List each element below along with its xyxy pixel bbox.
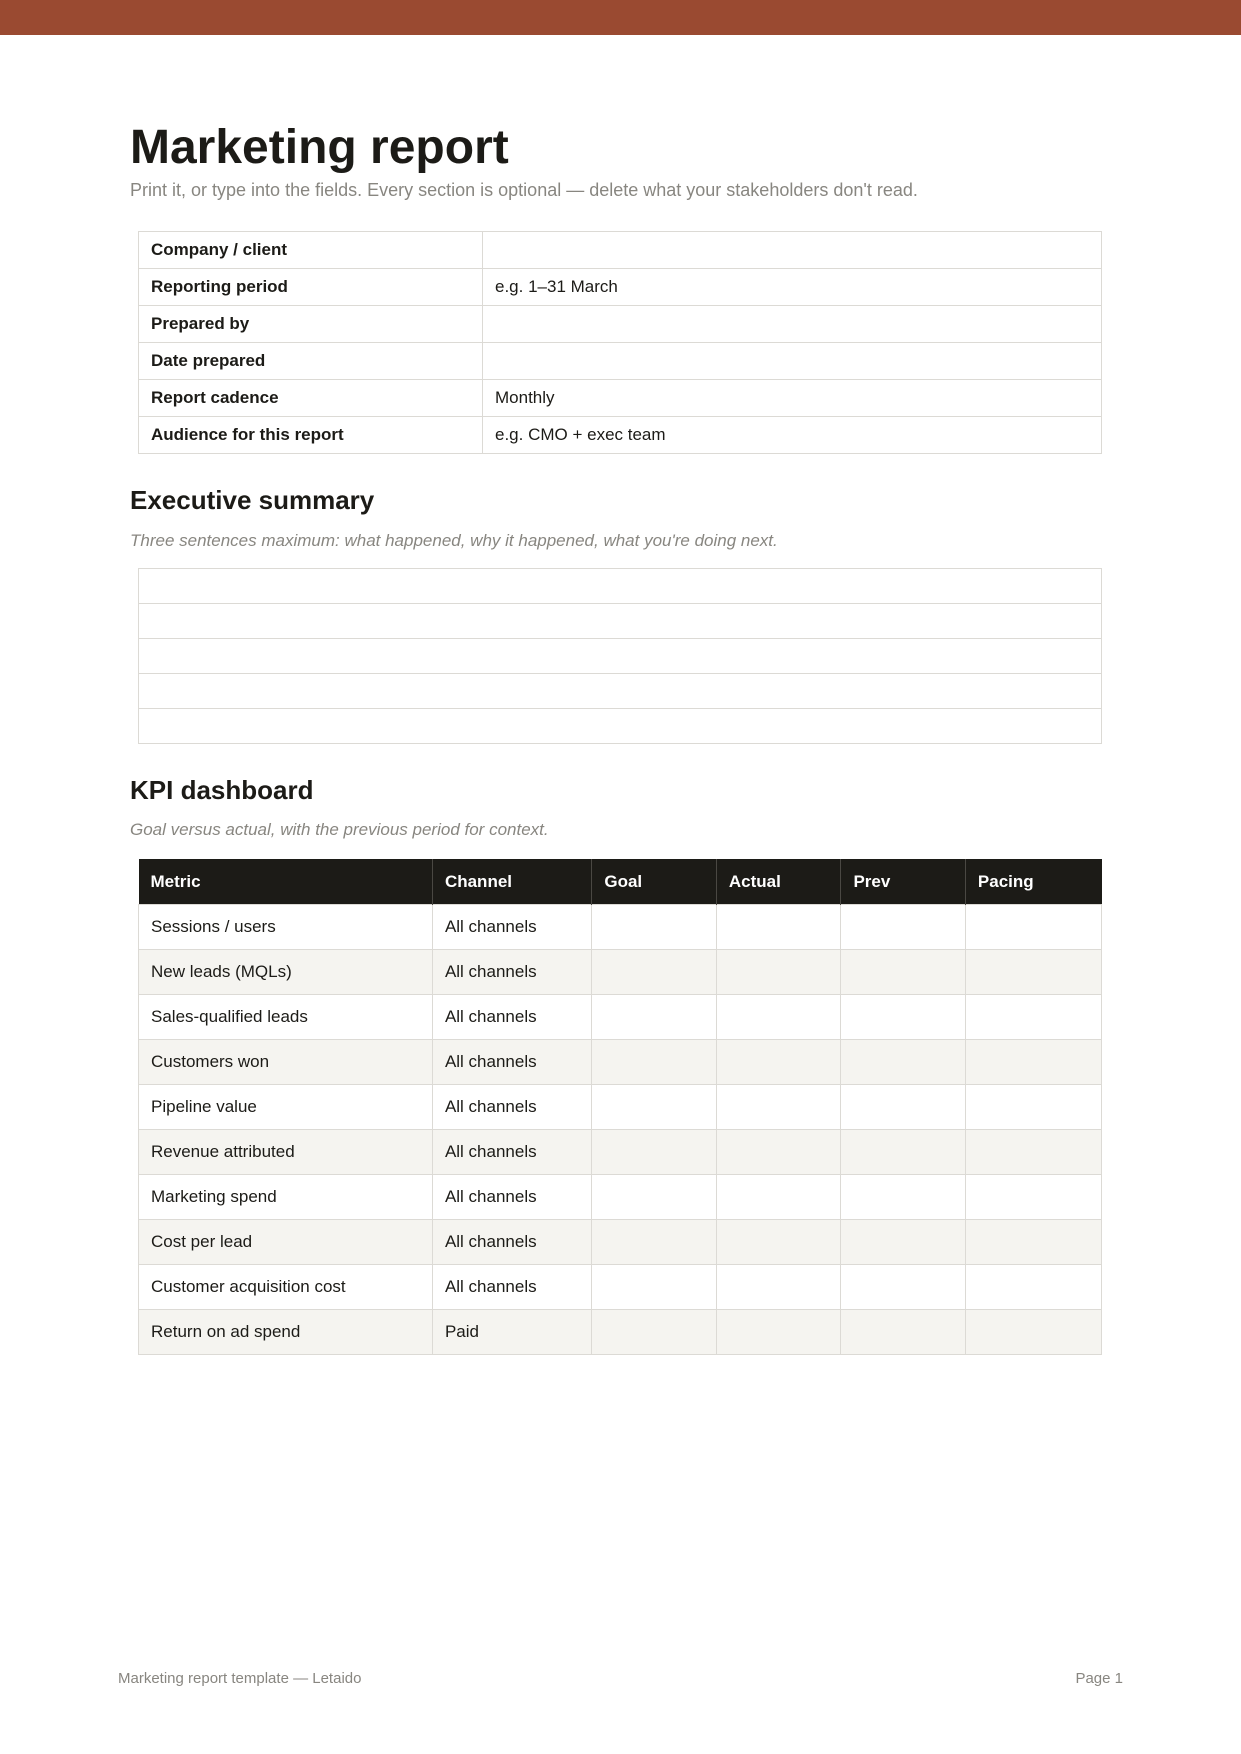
info-value-field[interactable]: Monthly <box>483 380 1102 417</box>
pacing-field[interactable] <box>965 995 1101 1040</box>
channel-cell: All channels <box>432 1085 591 1130</box>
info-value-field[interactable]: e.g. 1–31 March <box>483 269 1102 306</box>
column-header-actual: Actual <box>716 859 841 905</box>
pacing-field[interactable] <box>965 905 1101 950</box>
goal-field[interactable] <box>592 1130 716 1175</box>
prev-field[interactable] <box>841 1310 965 1355</box>
column-header-channel: Channel <box>432 859 591 905</box>
actual-field[interactable] <box>716 995 841 1040</box>
kpi-dashboard-note: Goal versus actual, with the previous period for context. <box>130 820 549 839</box>
prev-field[interactable] <box>841 995 965 1040</box>
channel-cell: All channels <box>432 905 591 950</box>
accent-top-bar <box>0 0 1241 35</box>
prev-field[interactable] <box>841 950 965 995</box>
goal-field[interactable] <box>592 1310 716 1355</box>
pacing-field[interactable] <box>965 1265 1101 1310</box>
table-row <box>139 1265 1102 1310</box>
actual-field[interactable] <box>716 905 841 950</box>
executive-summary-note: Three sentences maximum: what happened, why it happened, what you're doing next. <box>130 531 778 550</box>
table-row <box>139 995 1102 1040</box>
metric-cell: Sessions / users <box>139 905 433 950</box>
prev-field[interactable] <box>841 1130 965 1175</box>
actual-field[interactable] <box>716 1130 841 1175</box>
goal-field[interactable] <box>592 905 716 950</box>
metric-cell: Return on ad spend <box>139 1310 433 1355</box>
table-row <box>139 950 1102 995</box>
page-title: Marketing report <box>130 121 509 174</box>
actual-field[interactable] <box>716 1085 841 1130</box>
info-row <box>139 417 1102 454</box>
actual-field[interactable] <box>716 950 841 995</box>
pacing-field[interactable] <box>965 1130 1101 1175</box>
summary-line-field[interactable] <box>139 674 1102 709</box>
info-value-field[interactable] <box>483 232 1102 269</box>
prev-field[interactable] <box>841 905 965 950</box>
prev-field[interactable] <box>841 1085 965 1130</box>
info-value-field[interactable] <box>483 343 1102 380</box>
summary-line-field[interactable] <box>139 709 1102 744</box>
info-label: Prepared by <box>139 306 483 343</box>
summary-line-field[interactable] <box>139 604 1102 639</box>
column-header-metric: Metric <box>139 859 433 905</box>
table-row <box>139 1220 1102 1265</box>
channel-cell: All channels <box>432 1175 591 1220</box>
kpi-header-row <box>139 859 1102 905</box>
actual-field[interactable] <box>716 1310 841 1355</box>
report-info-table <box>138 231 1102 454</box>
footer-template-credit: Marketing report template — Letaido <box>118 1670 362 1687</box>
table-row <box>139 1085 1102 1130</box>
pacing-field[interactable] <box>965 1085 1101 1130</box>
pacing-field[interactable] <box>965 1175 1101 1220</box>
channel-cell: All channels <box>432 995 591 1040</box>
table-row <box>139 1130 1102 1175</box>
executive-summary-heading: Executive summary <box>130 485 375 515</box>
metric-cell: Cost per lead <box>139 1220 433 1265</box>
goal-field[interactable] <box>592 950 716 995</box>
info-row <box>139 306 1102 343</box>
executive-summary-lines <box>138 568 1102 744</box>
footer-page-number: Page 1 <box>1075 1670 1123 1687</box>
actual-field[interactable] <box>716 1175 841 1220</box>
metric-cell: Revenue attributed <box>139 1130 433 1175</box>
kpi-dashboard-heading: KPI dashboard <box>130 775 314 805</box>
goal-field[interactable] <box>592 995 716 1040</box>
channel-cell: All channels <box>432 1040 591 1085</box>
summary-line-field[interactable] <box>139 569 1102 604</box>
metric-cell: Marketing spend <box>139 1175 433 1220</box>
info-row <box>139 269 1102 306</box>
prev-field[interactable] <box>841 1040 965 1085</box>
table-row <box>139 1175 1102 1220</box>
prev-field[interactable] <box>841 1175 965 1220</box>
goal-field[interactable] <box>592 1175 716 1220</box>
info-label: Reporting period <box>139 269 483 306</box>
metric-cell: Customers won <box>139 1040 433 1085</box>
info-label: Company / client <box>139 232 483 269</box>
info-row <box>139 232 1102 269</box>
goal-field[interactable] <box>592 1085 716 1130</box>
channel-cell: All channels <box>432 1265 591 1310</box>
prev-field[interactable] <box>841 1220 965 1265</box>
goal-field[interactable] <box>592 1220 716 1265</box>
channel-cell: All channels <box>432 950 591 995</box>
column-header-goal: Goal <box>592 859 716 905</box>
pacing-field[interactable] <box>965 950 1101 995</box>
metric-cell: Sales-qualified leads <box>139 995 433 1040</box>
info-label: Audience for this report <box>139 417 483 454</box>
channel-cell: Paid <box>432 1310 591 1355</box>
channel-cell: All channels <box>432 1220 591 1265</box>
info-label: Report cadence <box>139 380 483 417</box>
info-row <box>139 343 1102 380</box>
metric-cell: Customer acquisition cost <box>139 1265 433 1310</box>
page-subtitle: Print it, or type into the fields. Every section is optional — delete what your stakeholders don't read. <box>130 180 918 200</box>
info-row <box>139 380 1102 417</box>
info-label: Date prepared <box>139 343 483 380</box>
metric-cell: Pipeline value <box>139 1085 433 1130</box>
summary-line-field[interactable] <box>139 639 1102 674</box>
goal-field[interactable] <box>592 1040 716 1085</box>
goal-field[interactable] <box>592 1265 716 1310</box>
table-row <box>139 905 1102 950</box>
actual-field[interactable] <box>716 1265 841 1310</box>
prev-field[interactable] <box>841 1265 965 1310</box>
info-value-field[interactable] <box>483 306 1102 343</box>
column-header-pacing: Pacing <box>965 859 1101 905</box>
pacing-field[interactable] <box>965 1310 1101 1355</box>
channel-cell: All channels <box>432 1130 591 1175</box>
kpi-table <box>138 859 1102 1355</box>
document-body <box>130 118 1104 1341</box>
column-header-prev: Prev <box>841 859 965 905</box>
actual-field[interactable] <box>716 1220 841 1265</box>
pacing-field[interactable] <box>965 1040 1101 1085</box>
table-row <box>139 1040 1102 1085</box>
info-value-field[interactable]: e.g. CMO + exec team <box>483 417 1102 454</box>
table-row <box>139 1310 1102 1355</box>
metric-cell: New leads (MQLs) <box>139 950 433 995</box>
actual-field[interactable] <box>716 1040 841 1085</box>
pacing-field[interactable] <box>965 1220 1101 1265</box>
